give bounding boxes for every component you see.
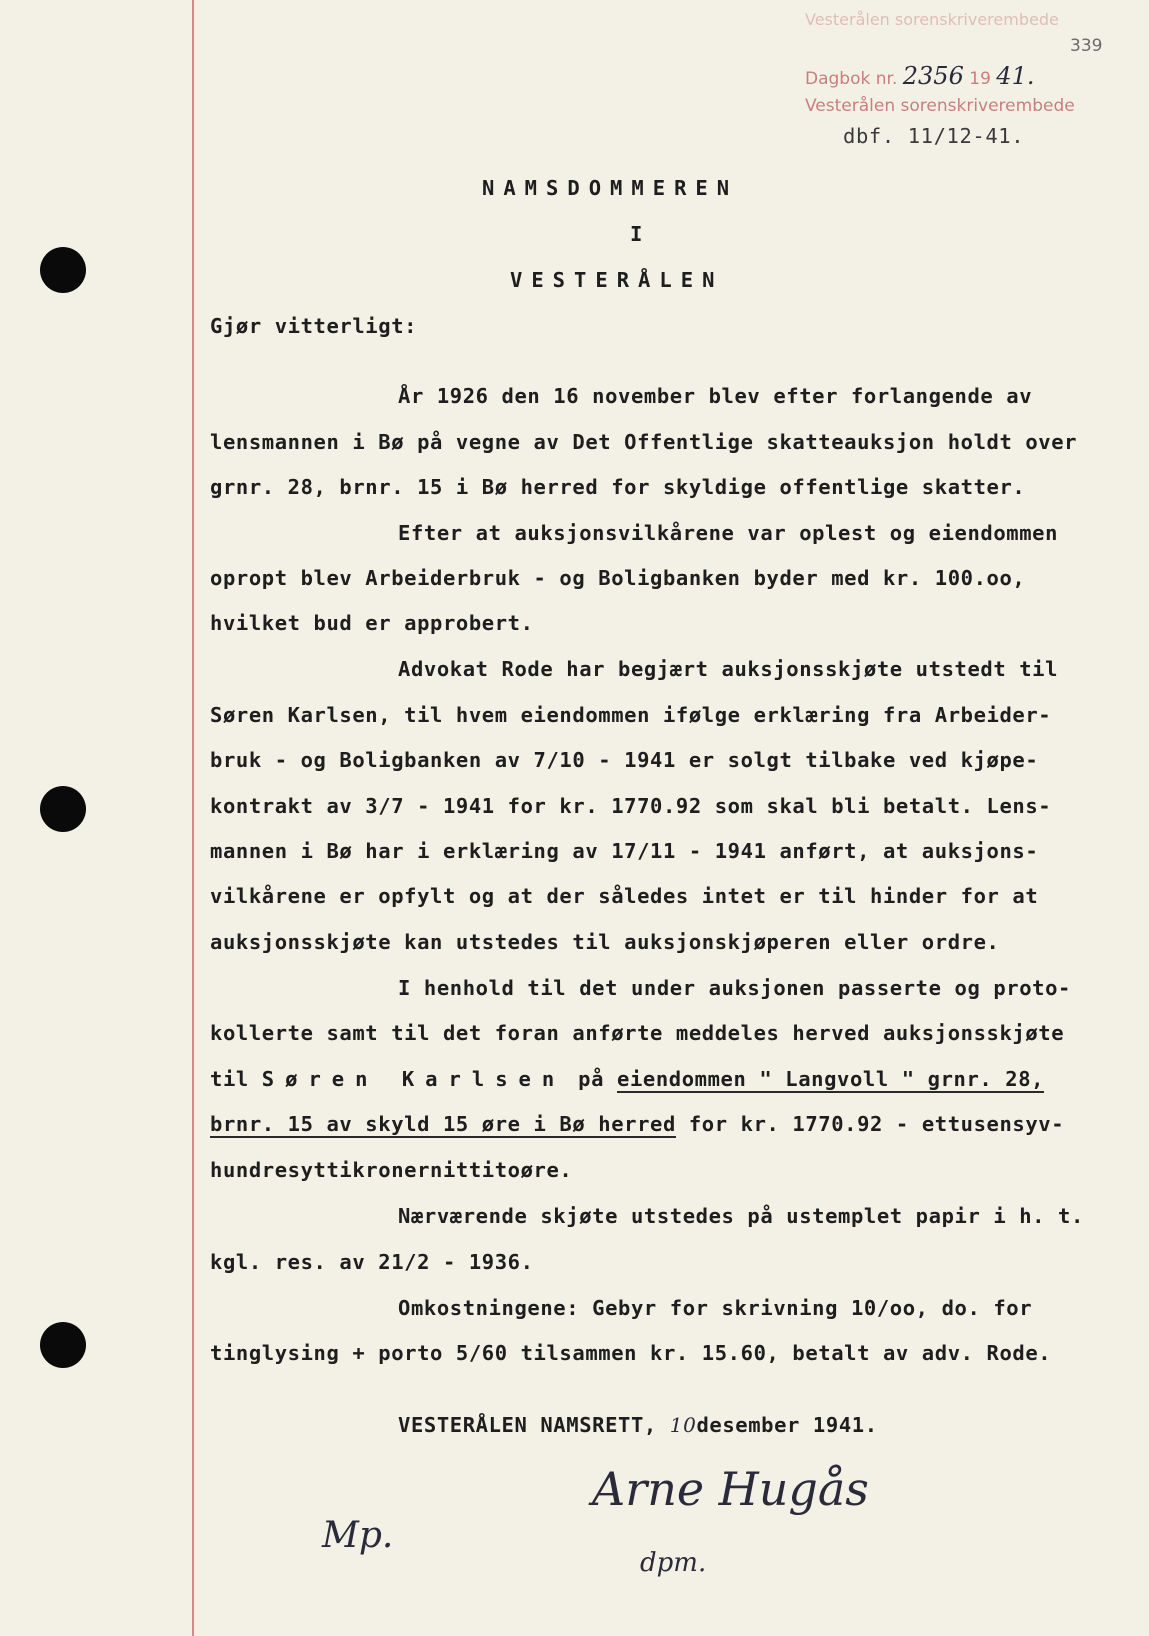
buyer-name: Søren Karlsen [261,1067,566,1091]
margin-line [192,0,194,1636]
p4-line-1: I henhold til det under auksjonen passerte og proto- [398,976,1071,1000]
dagbok-number: 2356 [902,62,964,90]
p3-line-5: mannen i Bø har i erklæring av 17/11 - 1941 anført, at auksjons- [210,839,1039,863]
closing-day: 10 [669,1413,697,1437]
p5-line-1: Nærværende skjøte utstedes på ustemplet papir i h. t. [398,1204,1084,1228]
page-number: 339 [1070,36,1103,56]
punch-hole-middle [40,786,86,832]
p4-line-2: kollerte samt til det foran anførte meddeles herved auksjonsskjøte [210,1021,1065,1045]
punch-hole-top [40,247,86,293]
closing-line [398,1413,878,1437]
title-line-3: VESTERÅLEN [510,268,724,292]
p4-line-3-mid: på [565,1067,618,1091]
dagbok-year-prefix: 19 [969,69,991,89]
p4-line-3 [210,1067,1044,1091]
p4-line-3-start: til [210,1067,262,1091]
p3-line-3: bruk - og Boligbanken av 7/10 - 1941 er solgt tilbake ved kjøpe- [210,748,1039,772]
p4-line-5: hundresyttikronernittitoøre. [210,1158,573,1182]
stamp-top: Vesterålen sorenskriverembede [805,10,1059,29]
signature-title: dpm. [640,1548,707,1578]
p1-line-3: grnr. 28, brnr. 15 i Bø herred for skyldige offentlige skatter. [210,475,1026,499]
dagbok-year: 41. [996,62,1035,90]
p4-line-4-end: for kr. 1770.92 - ettusensyv- [675,1112,1065,1136]
title-line-2: I [630,222,643,246]
p3-line-2: Søren Karlsen, til hvem eiendommen ifølge erklæring fra Arbeider- [210,703,1052,727]
p2-line-3: hvilket bud er approbert. [210,611,534,635]
dagbok-label: Dagbok nr. [805,69,898,89]
property-underlined-2: brnr. 15 av skyld 15 øre i Bø herred [210,1112,676,1136]
p6-line-1: Omkostningene: Gebyr for skrivning 10/oo, do. for [398,1296,1033,1320]
p4-line-4 [210,1112,1064,1136]
signature-name: Arne Hugås [592,1462,869,1516]
p6-line-2: tinglysing + porto 5/60 tilsammen kr. 15.60, betalt av adv. Rode. [210,1341,1052,1365]
p2-line-1: Efter at auksjonsvilkårene var oplest og eiendommen [398,521,1059,545]
dbf-reference: dbf. 11/12-41. [843,124,1025,148]
closing-date-rest: desember 1941. [696,1413,878,1437]
p3-line-7: auksjonsskjøte kan utstedes til auksjonskjøperen eller ordre. [210,930,1000,954]
p2-line-2: opropt blev Arbeiderbruk - og Boligbanken byder med kr. 100.oo, [210,566,1026,590]
signature-initials: Mp. [322,1515,394,1556]
stamp-office: Vesterålen sorenskriverembede [805,96,1075,116]
p3-line-1: Advokat Rode har begjært auksjonsskjøte utstedt til [398,657,1059,681]
p1-line-2: lensmannen i Bø på vegne av Det Offentlige skatteauksjon holdt over [210,430,1078,454]
title-line-1: NAMSDOMMEREN [482,176,739,200]
p3-line-6: vilkårene er opfylt og at der således intet er til hinder for at [210,884,1039,908]
closing-place: VESTERÅLEN NAMSRETT, [398,1413,657,1437]
p3-line-4: kontrakt av 3/7 - 1941 for kr. 1770.92 som skal bli betalt. Lens- [210,794,1052,818]
p1-line-1: År 1926 den 16 november blev efter forlangende av [398,384,1033,408]
opening-line: Gjør vitterligt: [210,314,418,338]
property-underlined: eiendommen " Langvoll " grnr. 28, [617,1067,1045,1091]
p5-line-2: kgl. res. av 21/2 - 1936. [210,1250,534,1274]
punch-hole-bottom [40,1322,86,1368]
dagbok-stamp [805,62,1034,90]
